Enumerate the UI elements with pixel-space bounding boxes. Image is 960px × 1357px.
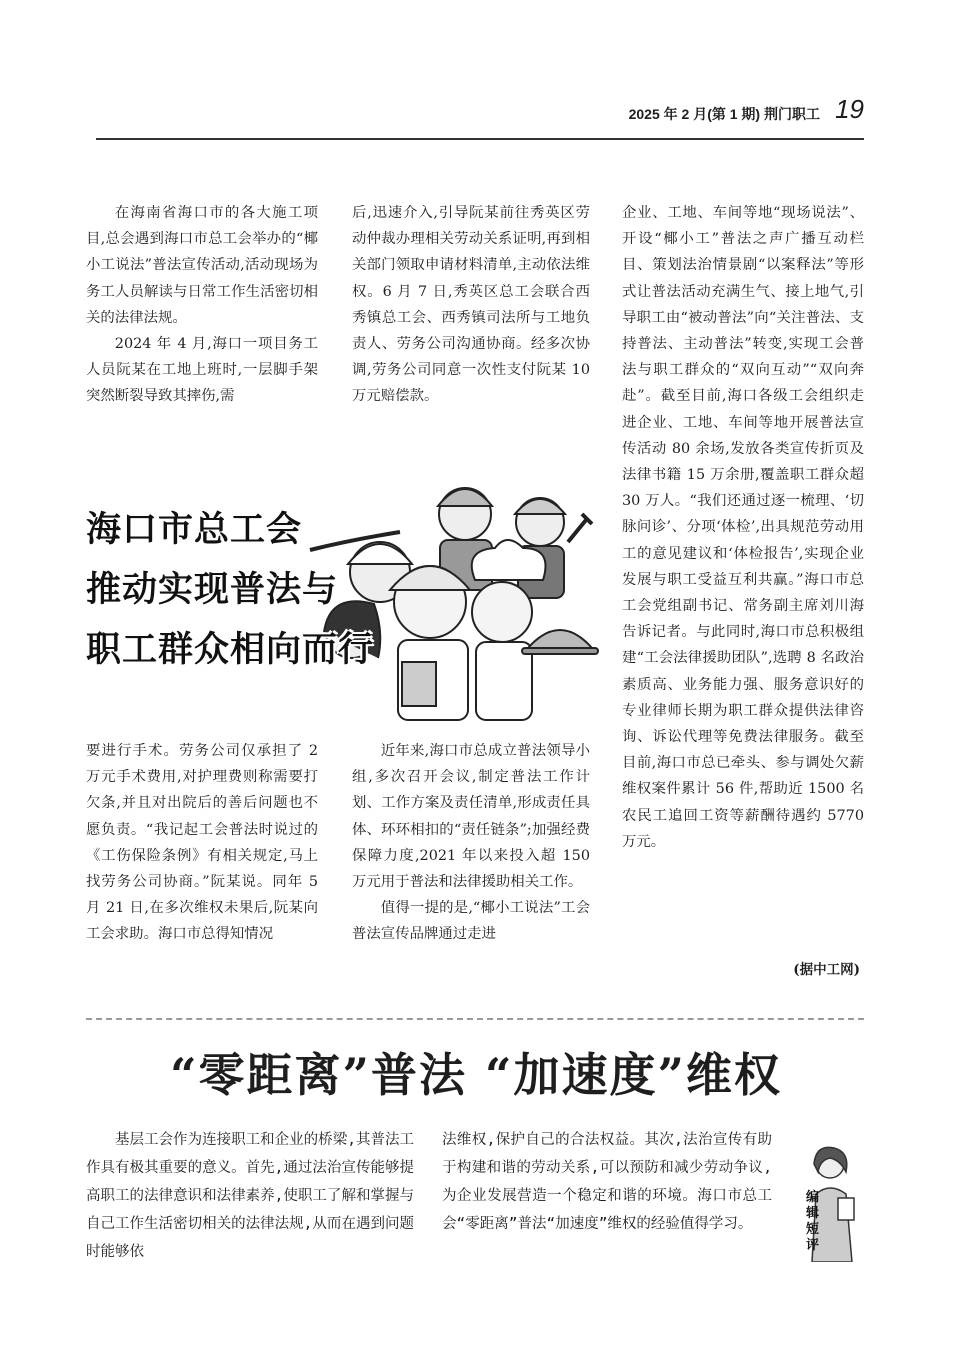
editorial-headline: “零距离”普法 “加速度”维权 <box>170 1048 782 1102</box>
section-divider <box>86 1018 864 1020</box>
title-line: 推动实现普法与 <box>86 570 339 610</box>
title-line: 海口市总工会 <box>86 510 303 550</box>
article-column-1-top <box>86 200 318 410</box>
paragraph: 后,迅速介入,引导阮某前往秀英区劳动仲裁办理相关劳动关系证明,再到相关部门领取申请材料清单,主动依法维权。6 月 7 日,秀英区总工会联合西秀镇总工会、西秀镇司法所与工地负责人、劳务公司沟通协商。经多次协调,劳务公司同意一次性支付阮某 10 万元赔偿款。 <box>352 205 590 405</box>
editorial-badge-label: 编辑短评 <box>806 1190 820 1253</box>
article-column-2-top <box>352 200 590 410</box>
article-source: (据中工网) <box>793 962 860 978</box>
title-line: 职工群众相向而行 <box>86 630 375 670</box>
paragraph: 在海南省海口市的各大施工项目,总会遇到海口市总工会举办的“椰小工说法”普法宣传活动,活动现场为务工人员解读与日常工作生活密切相关的法律法规。 <box>86 205 318 326</box>
paragraph: 法维权,保护自己的合法权益。其次,法治宣传有助于构建和谐的劳动关系,可以预防和减少劳动争议,为企业发展营造一个稳定和谐的环境。海口市总工会“零距离”普法“加速度”维权的经验值得学习。 <box>442 1132 772 1232</box>
paragraph: 值得一提的是,“椰小工说法”工会普法宣传品牌通过走进 <box>352 900 590 943</box>
issue-info: 2025 年 2 月(第 1 期) 荆门职工 <box>628 106 820 122</box>
paragraph: 企业、工地、车间等地“现场说法”、开设“椰小工”普法之声广播互动栏目、策划法治情景剧“以案释法”等形式让普法活动充满生气、接上地气,引导职工由“被动普法”向“关注普法、支持普法、主动普法”转变,实现工会普法与职工群众的“双向互动”“双向奔赴”。截至目前,海口各级工会组织走进企业、工地、车间等地开展普法宣传活动 80 余场,发放各类宣传折页及法律书籍 15 万余册,覆盖职工群众超 30 万人。“我们还通过逐一梳理、‘切脉问诊’、分项‘体检’,出具规范劳动用工的意见建议和‘体检报告’,实现企业发展与职工受益互利共赢。”海口市总工会党组副书记、常务副主席刘川海告诉记者。与此同时,海口市总积极组建“工会法律援助团队”,选聘 8 名政治素质高、业务能力强、服务意识好的专业律师长期为职工群众提供法律咨询、诉讼代理等免费法律服务。截至目前,海口市总已牵头、参与调处欠薪维权案件累计 56 件,帮助近 1500 名农民工追回工资等薪酬待遇约 5770 万元。 <box>622 205 864 850</box>
paragraph: 要进行手术。劳务公司仅承担了 2 万元手术费用,对护理费则称需要打欠条,并且对出院后的善后问题也不愿负责。“我记起工会普法时说过的《工伤保险条例》有相关规定,马上找劳务公司协商。”阮某说。同年 5 月 21 日,在多次维权未果后,阮某向工会求助。海口市总得知情况 <box>86 743 318 943</box>
paragraph: 近年来,海口市总成立普法领导小组,多次召开会议,制定普法工作计划、工作方案及责任清单,形成责任具体、环环相扣的“责任链条”;加强经费保障力度,2021 年以来投入超 150 万元用于普法和法律援助相关工作。 <box>352 743 590 891</box>
page-number: 19 <box>835 94 864 124</box>
editor-figure-icon <box>790 1142 862 1262</box>
paragraph: 2024 年 4 月,海口一项目务工人员阮某在工地上班时,一层脚手架突然断裂导致其摔伤,需 <box>86 336 318 405</box>
page-header <box>96 96 864 140</box>
editorial-column-1 <box>86 1126 414 1266</box>
article-column-3 <box>622 200 864 855</box>
editorial-column-2 <box>442 1126 772 1238</box>
article-title <box>86 500 386 680</box>
paragraph: 基层工会作为连接职工和企业的桥梁,其普法工作具有极其重要的意义。首先,通过法治宣传能够提高职工的法律意识和法律素养,使职工了解和掌握与自己工作生活密切相关的法律法规,从而在遇到问题时能够依 <box>86 1132 414 1260</box>
article-column-2-bottom <box>352 738 590 948</box>
article-column-1-bottom <box>86 738 318 948</box>
